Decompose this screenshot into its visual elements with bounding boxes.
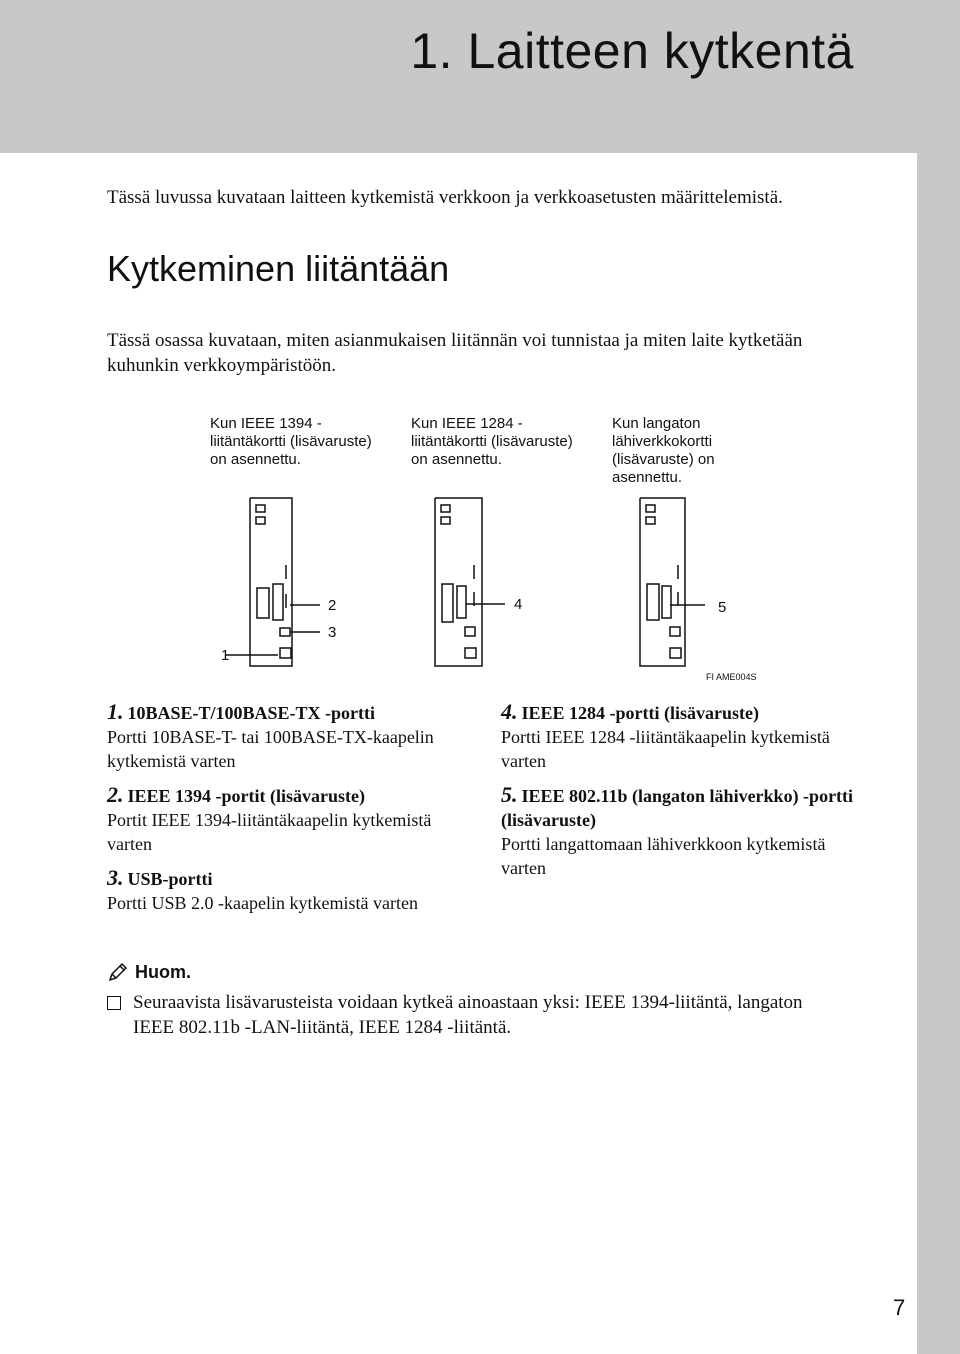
item-title: IEEE 1284 -portti (lisävaruste): [521, 703, 759, 723]
item-title: 10BASE-T/100BASE-TX -portti: [127, 703, 376, 723]
note-text: Seuraavista lisävarusteista voidaan kytkeä ainoastaan yksi: IEEE 1394-liitäntä, langaton IEEE 802.11b -LAN-liitäntä, IEEE 1284 -liitäntä.: [133, 992, 803, 1038]
figure-id: FI AME004S: [706, 672, 757, 682]
item-description: Portti USB 2.0 -kaapelin kytkemistä varten: [107, 893, 418, 913]
item-title: IEEE 802.11b (langaton lähiverkko) -portti (lisävaruste): [501, 786, 854, 830]
note-body: [107, 990, 847, 1040]
panel-wireless-lan: [640, 498, 705, 666]
callout-4: 4: [514, 596, 523, 613]
list-item: [107, 700, 467, 773]
list-item: [501, 700, 861, 773]
item-number: 4.: [501, 699, 518, 724]
callout-1: 1: [221, 647, 230, 664]
item-description: Portti 10BASE-T- tai 100BASE-TX-kaapelin kytkemistä varten: [107, 727, 434, 771]
list-item: [501, 783, 861, 880]
callout-3: 3: [328, 624, 337, 641]
chapter-title: 1. Laitteen kytkentä: [410, 23, 854, 79]
caption-wireless-lan: Kun langaton lähiverkkokortti (lisävaruste) on asennettu.: [612, 415, 715, 486]
panel-ieee1284: [435, 498, 505, 666]
item-description: Portti langattomaan lähiverkkoon kytkemistä varten: [501, 834, 826, 878]
item-number: 5.: [501, 782, 518, 807]
item-title: USB-portti: [127, 869, 213, 889]
note-header: [107, 961, 191, 983]
list-left: [107, 700, 467, 925]
section-paragraph: Tässä osassa kuvataan, miten asianmukaisen liitännän voi tunnistaa ja miten laite kytketään kuhunkin verkkoympäristöön.: [107, 330, 803, 376]
intro-paragraph: Tässä luvussa kuvataan laitteen kytkemistä verkkoon ja verkkoasetusten määrittelemistä.: [107, 187, 783, 208]
panel-ieee1394: [225, 498, 320, 666]
item-number: 3.: [107, 865, 124, 890]
list-item: [107, 866, 467, 915]
item-description: Portti IEEE 1284 -liitäntäkaapelin kytkemistä varten: [501, 727, 830, 771]
checkbox-bullet-icon: [107, 996, 121, 1010]
list-right: [501, 700, 861, 890]
item-number: 1.: [107, 699, 124, 724]
note-label: Huom.: [135, 961, 191, 982]
callout-5: 5: [718, 599, 727, 616]
list-item: [107, 783, 467, 856]
caption-ieee1284: Kun IEEE 1284 - liitäntäkortti (lisävaruste) on asennettu.: [411, 415, 573, 468]
item-number: 2.: [107, 782, 124, 807]
item-description: Portit IEEE 1394-liitäntäkaapelin kytkemistä varten: [107, 810, 432, 854]
caption-ieee1394: Kun IEEE 1394 - liitäntäkortti (lisävaruste) on asennettu.: [210, 415, 372, 468]
page-number: 7: [893, 1295, 906, 1320]
margin-band: [917, 153, 960, 1354]
item-title: IEEE 1394 -portit (lisävaruste): [127, 786, 365, 806]
callout-2: 2: [328, 597, 337, 614]
section-heading: Kytkeminen liitäntään: [107, 248, 450, 289]
pencil-icon: [107, 961, 129, 983]
